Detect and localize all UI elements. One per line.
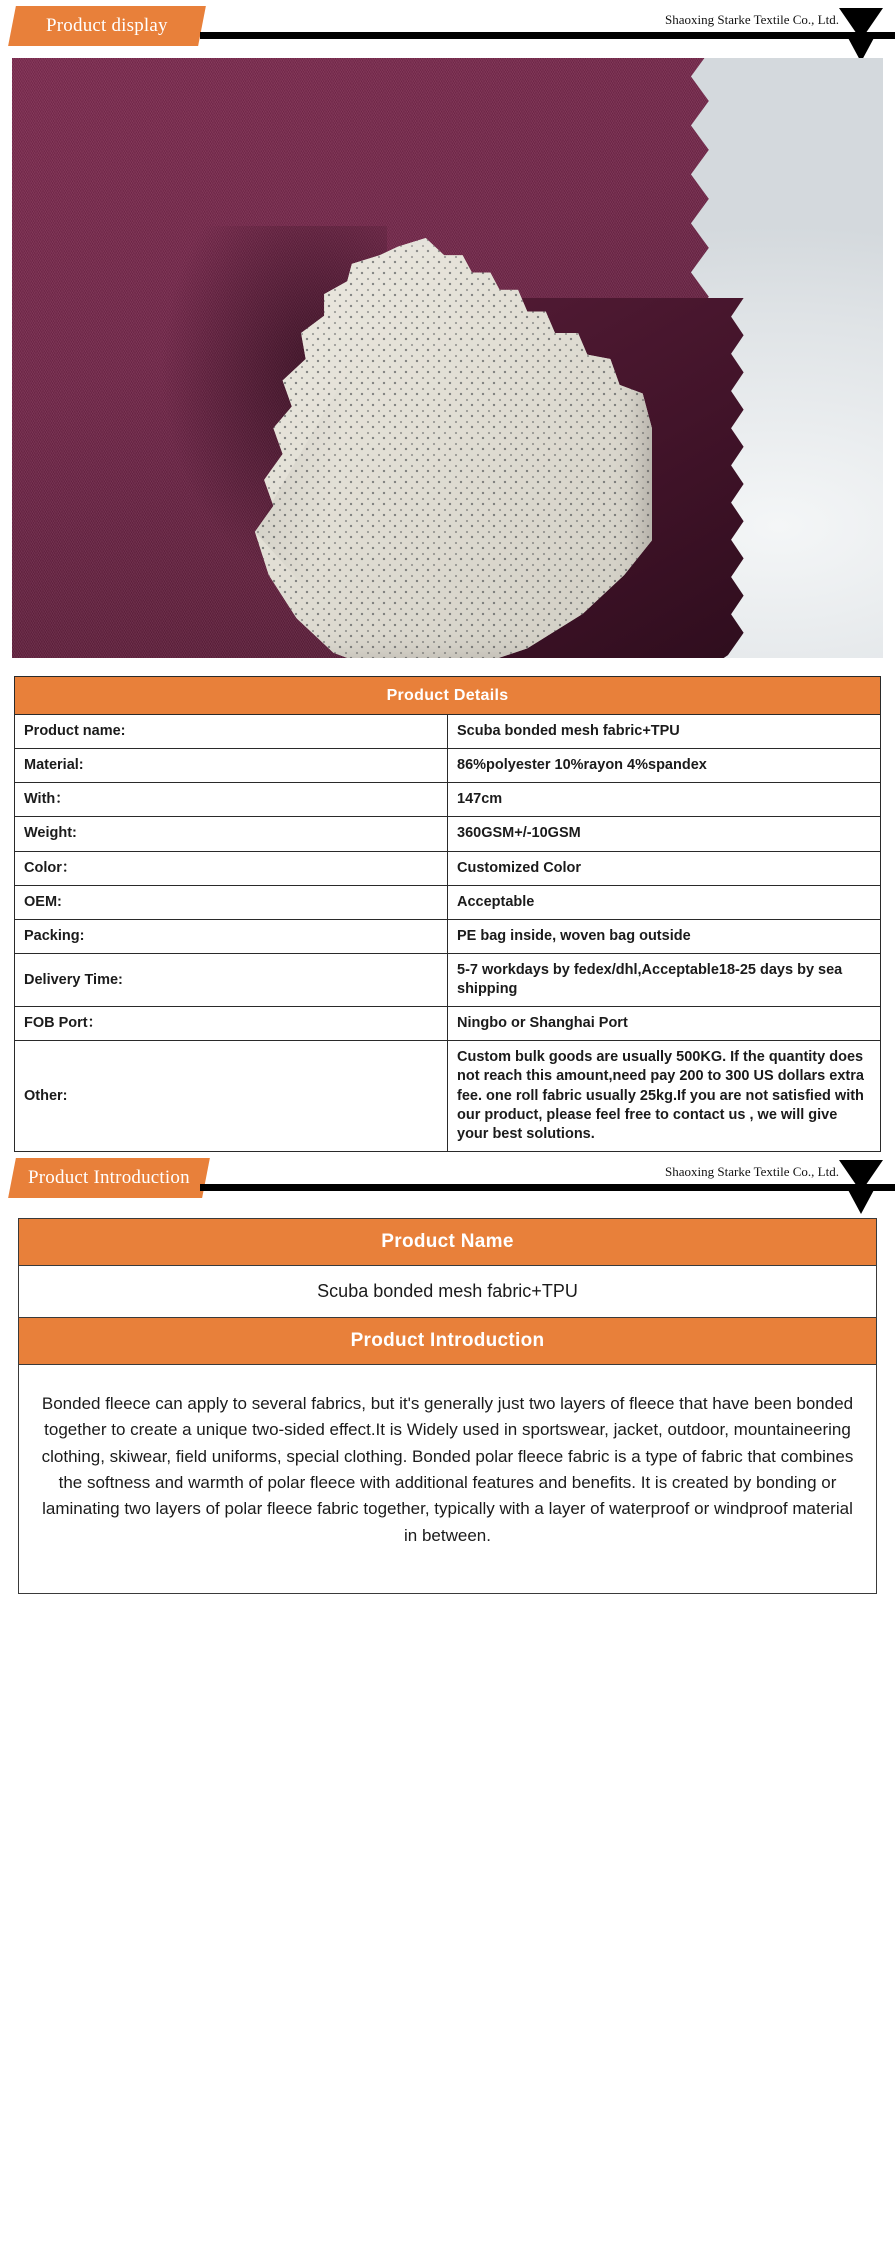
table-row	[15, 919, 881, 953]
product-display-banner	[0, 6, 895, 52]
details-table-header: Product Details	[15, 677, 881, 715]
product-introduction-body: Bonded fleece can apply to several fabrics, but it's generally just two layers of fleece that have been bonded together to create a unique two-sided effect.It is Widely used in sportswear, jacket, outdoor, mountaineering clothing, skiwear, field uniforms, special clothing. Bonded polar fleece fabric is a type of fabric that combines the softness and warmth of polar fleece with additional features and benefits. It is created by bonding or laminating two layers of polar fleece fabric together, typically with a layer of waterproof or windproof material in between.	[41, 1393, 854, 1545]
triangle-marker-icon	[833, 1158, 889, 1216]
product-name-header: Product Name	[19, 1219, 876, 1266]
table-row	[15, 715, 881, 749]
product-name-value: Scuba bonded mesh fabric+TPU	[19, 1266, 876, 1318]
row-label: With：	[15, 783, 448, 817]
table-row	[15, 817, 881, 851]
table-row	[15, 1041, 881, 1152]
section-tag-label: Product display	[46, 15, 168, 36]
row-label: OEM:	[15, 885, 448, 919]
company-name: Shaoxing Starke Textile Co., Ltd.	[665, 1163, 839, 1179]
row-label: Color：	[15, 851, 448, 885]
table-row	[15, 851, 881, 885]
row-value: Custom bulk goods are usually 500KG. If the quantity does not reach this amount,need pay 200 to 300 US dollars extra fee. one roll fabric usually 25kg.If you are not satisfied with our product, please feel free to contact us , we will give your best solutions.	[448, 1041, 881, 1152]
section-tag-product-introduction	[8, 1158, 210, 1198]
triangle-marker-icon	[833, 6, 889, 64]
row-value: 5-7 workdays by fedex/dhl,Acceptable18-25 days by sea shipping	[448, 953, 881, 1006]
table-row	[15, 1007, 881, 1041]
table-row	[15, 749, 881, 783]
section-tag-product-display	[8, 6, 206, 46]
row-value: PE bag inside, woven bag outside	[448, 919, 881, 953]
row-label: Product name:	[15, 715, 448, 749]
product-introduction-panel	[18, 1218, 877, 1594]
section-tag-label: Product Introduction	[28, 1166, 190, 1188]
product-details-section	[14, 676, 881, 1152]
banner-rule	[200, 32, 895, 39]
row-label: FOB Port：	[15, 1007, 448, 1041]
table-row	[15, 783, 881, 817]
company-name: Shaoxing Starke Textile Co., Ltd.	[665, 12, 839, 27]
row-value: Scuba bonded mesh fabric+TPU	[448, 715, 881, 749]
product-photo	[12, 58, 883, 658]
row-value: 86%polyester 10%rayon 4%spandex	[448, 749, 881, 783]
product-introduction-banner	[0, 1158, 895, 1204]
row-label: Material:	[15, 749, 448, 783]
table-row	[15, 885, 881, 919]
product-details-table	[14, 676, 881, 1152]
row-label: Delivery Time:	[15, 953, 448, 1006]
banner-rule	[200, 1184, 895, 1191]
row-value: 360GSM+/-10GSM	[448, 817, 881, 851]
row-value: 147cm	[448, 783, 881, 817]
product-introduction-header: Product Introduction	[19, 1318, 876, 1365]
row-value: Customized Color	[448, 851, 881, 885]
table-header-row	[15, 677, 881, 715]
row-label: Other:	[15, 1041, 448, 1152]
row-label: Packing:	[15, 919, 448, 953]
row-label: Weight:	[15, 817, 448, 851]
table-row	[15, 953, 881, 1006]
row-value: Acceptable	[448, 885, 881, 919]
row-value: Ningbo or Shanghai Port	[448, 1007, 881, 1041]
